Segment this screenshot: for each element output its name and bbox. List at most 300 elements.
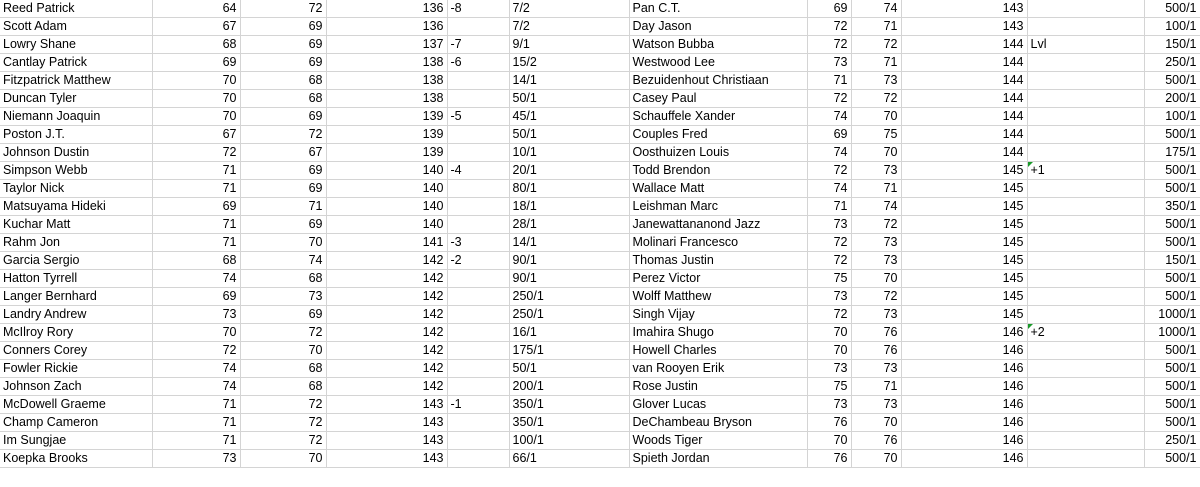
cell-round-1-2[interactable]: 70 bbox=[807, 324, 851, 342]
cell-round-2[interactable]: 72 bbox=[240, 126, 326, 144]
cell-round-2[interactable]: 72 bbox=[240, 432, 326, 450]
cell-to-par-2[interactable] bbox=[1027, 306, 1144, 324]
cell-odds-2[interactable]: 250/1 bbox=[1144, 54, 1200, 72]
cell-round-2[interactable]: 69 bbox=[240, 54, 326, 72]
cell-round-2[interactable]: 68 bbox=[240, 270, 326, 288]
cell-round-2-2[interactable]: 70 bbox=[851, 108, 901, 126]
cell-round-1[interactable]: 70 bbox=[152, 324, 240, 342]
cell-player-name-2[interactable]: Pan C.T. bbox=[629, 0, 807, 18]
cell-total-2[interactable]: 144 bbox=[901, 36, 1027, 54]
cell-total-2[interactable]: 146 bbox=[901, 450, 1027, 468]
cell-round-1-2[interactable]: 72 bbox=[807, 234, 851, 252]
cell-round-1[interactable]: 69 bbox=[152, 198, 240, 216]
cell-round-2[interactable]: 67 bbox=[240, 144, 326, 162]
cell-total[interactable]: 143 bbox=[326, 396, 447, 414]
cell-player-name-2[interactable]: Schauffele Xander bbox=[629, 108, 807, 126]
cell-odds-2[interactable]: 175/1 bbox=[1144, 144, 1200, 162]
cell-round-1[interactable]: 71 bbox=[152, 432, 240, 450]
cell-player-name-2[interactable]: Oosthuizen Louis bbox=[629, 144, 807, 162]
cell-player-name[interactable]: Champ Cameron bbox=[0, 414, 152, 432]
cell-round-2[interactable]: 68 bbox=[240, 72, 326, 90]
cell-to-par-2[interactable] bbox=[1027, 126, 1144, 144]
cell-round-1[interactable]: 72 bbox=[152, 342, 240, 360]
cell-to-par-2[interactable] bbox=[1027, 378, 1144, 396]
cell-odds[interactable]: 100/1 bbox=[509, 432, 629, 450]
cell-odds[interactable]: 50/1 bbox=[509, 360, 629, 378]
cell-round-2-2[interactable]: 76 bbox=[851, 432, 901, 450]
cell-total-2[interactable]: 144 bbox=[901, 108, 1027, 126]
cell-round-2[interactable]: 72 bbox=[240, 0, 326, 18]
cell-odds-2[interactable]: 200/1 bbox=[1144, 90, 1200, 108]
cell-player-name[interactable]: Kuchar Matt bbox=[0, 216, 152, 234]
cell-to-par-2[interactable]: Lvl bbox=[1027, 36, 1144, 54]
cell-total[interactable]: 136 bbox=[326, 0, 447, 18]
cell-round-2[interactable]: 69 bbox=[240, 36, 326, 54]
cell-total-2[interactable]: 146 bbox=[901, 432, 1027, 450]
cell-to-par-2-with-comment-marker[interactable]: +2 bbox=[1027, 324, 1144, 342]
cell-player-name[interactable]: Garcia Sergio bbox=[0, 252, 152, 270]
cell-round-2-2[interactable]: 73 bbox=[851, 162, 901, 180]
cell-player-name-2[interactable]: Howell Charles bbox=[629, 342, 807, 360]
cell-total[interactable]: 136 bbox=[326, 18, 447, 36]
cell-to-par[interactable] bbox=[447, 270, 509, 288]
cell-player-name[interactable]: Koepka Brooks bbox=[0, 450, 152, 468]
cell-odds-2[interactable]: 500/1 bbox=[1144, 396, 1200, 414]
cell-to-par-2[interactable] bbox=[1027, 450, 1144, 468]
cell-round-2-2[interactable]: 72 bbox=[851, 288, 901, 306]
cell-to-par[interactable]: -3 bbox=[447, 234, 509, 252]
cell-to-par-2[interactable] bbox=[1027, 432, 1144, 450]
cell-to-par-2[interactable] bbox=[1027, 180, 1144, 198]
cell-to-par-2[interactable] bbox=[1027, 414, 1144, 432]
cell-total[interactable]: 142 bbox=[326, 306, 447, 324]
cell-to-par-2[interactable] bbox=[1027, 90, 1144, 108]
cell-round-1-2[interactable]: 73 bbox=[807, 54, 851, 72]
cell-round-2[interactable]: 68 bbox=[240, 360, 326, 378]
cell-round-1-2[interactable]: 72 bbox=[807, 252, 851, 270]
cell-odds-2[interactable]: 500/1 bbox=[1144, 180, 1200, 198]
cell-total[interactable]: 139 bbox=[326, 126, 447, 144]
cell-odds-2[interactable]: 250/1 bbox=[1144, 432, 1200, 450]
cell-round-2-2[interactable]: 71 bbox=[851, 180, 901, 198]
cell-total-2[interactable]: 145 bbox=[901, 216, 1027, 234]
cell-player-name[interactable]: Landry Andrew bbox=[0, 306, 152, 324]
cell-round-1[interactable]: 70 bbox=[152, 90, 240, 108]
cell-round-2-2[interactable]: 74 bbox=[851, 198, 901, 216]
cell-round-1-2[interactable]: 69 bbox=[807, 0, 851, 18]
cell-total[interactable]: 142 bbox=[326, 324, 447, 342]
cell-odds[interactable]: 7/2 bbox=[509, 0, 629, 18]
cell-to-par[interactable] bbox=[447, 90, 509, 108]
cell-total-2[interactable]: 146 bbox=[901, 324, 1027, 342]
cell-to-par[interactable]: -8 bbox=[447, 0, 509, 18]
cell-odds-2[interactable]: 500/1 bbox=[1144, 270, 1200, 288]
cell-round-2-2[interactable]: 75 bbox=[851, 126, 901, 144]
cell-odds-2[interactable]: 500/1 bbox=[1144, 414, 1200, 432]
cell-player-name[interactable]: Fitzpatrick Matthew bbox=[0, 72, 152, 90]
cell-round-2[interactable]: 73 bbox=[240, 288, 326, 306]
cell-total-2[interactable]: 145 bbox=[901, 252, 1027, 270]
cell-player-name[interactable]: Johnson Dustin bbox=[0, 144, 152, 162]
cell-odds[interactable]: 18/1 bbox=[509, 198, 629, 216]
cell-total[interactable]: 140 bbox=[326, 198, 447, 216]
cell-player-name[interactable]: Cantlay Patrick bbox=[0, 54, 152, 72]
cell-round-2-2[interactable]: 73 bbox=[851, 72, 901, 90]
cell-player-name-2[interactable]: Wolff Matthew bbox=[629, 288, 807, 306]
cell-odds-2[interactable]: 500/1 bbox=[1144, 378, 1200, 396]
cell-player-name-2[interactable]: Glover Lucas bbox=[629, 396, 807, 414]
cell-round-1[interactable]: 71 bbox=[152, 162, 240, 180]
cell-round-2-2[interactable]: 73 bbox=[851, 234, 901, 252]
cell-round-1-2[interactable]: 72 bbox=[807, 90, 851, 108]
cell-player-name[interactable]: Fowler Rickie bbox=[0, 360, 152, 378]
cell-round-1-2[interactable]: 74 bbox=[807, 108, 851, 126]
cell-player-name[interactable]: Simpson Webb bbox=[0, 162, 152, 180]
cell-round-2[interactable]: 69 bbox=[240, 162, 326, 180]
cell-round-1[interactable]: 74 bbox=[152, 360, 240, 378]
cell-player-name-2[interactable]: Couples Fred bbox=[629, 126, 807, 144]
cell-player-name[interactable]: Duncan Tyler bbox=[0, 90, 152, 108]
cell-to-par[interactable] bbox=[447, 378, 509, 396]
cell-odds-2[interactable]: 100/1 bbox=[1144, 108, 1200, 126]
cell-odds-2[interactable]: 500/1 bbox=[1144, 450, 1200, 468]
cell-to-par[interactable] bbox=[447, 414, 509, 432]
cell-round-1[interactable]: 71 bbox=[152, 180, 240, 198]
cell-round-1[interactable]: 69 bbox=[152, 54, 240, 72]
cell-to-par[interactable] bbox=[447, 72, 509, 90]
cell-to-par[interactable] bbox=[447, 324, 509, 342]
cell-round-1-2[interactable]: 72 bbox=[807, 18, 851, 36]
cell-to-par[interactable] bbox=[447, 306, 509, 324]
cell-player-name-2[interactable]: Spieth Jordan bbox=[629, 450, 807, 468]
cell-round-2[interactable]: 74 bbox=[240, 252, 326, 270]
cell-round-2-2[interactable]: 73 bbox=[851, 396, 901, 414]
cell-odds-2[interactable]: 500/1 bbox=[1144, 216, 1200, 234]
cell-round-1-2[interactable]: 75 bbox=[807, 270, 851, 288]
cell-total[interactable]: 142 bbox=[326, 270, 447, 288]
cell-odds[interactable]: 16/1 bbox=[509, 324, 629, 342]
cell-round-1[interactable]: 74 bbox=[152, 270, 240, 288]
cell-to-par-2[interactable] bbox=[1027, 54, 1144, 72]
cell-odds[interactable]: 7/2 bbox=[509, 18, 629, 36]
cell-player-name-2[interactable]: Perez Victor bbox=[629, 270, 807, 288]
cell-round-2[interactable]: 71 bbox=[240, 198, 326, 216]
cell-to-par-2[interactable] bbox=[1027, 234, 1144, 252]
cell-player-name[interactable]: Conners Corey bbox=[0, 342, 152, 360]
cell-round-1[interactable]: 64 bbox=[152, 0, 240, 18]
cell-round-2-2[interactable]: 70 bbox=[851, 414, 901, 432]
cell-round-2-2[interactable]: 70 bbox=[851, 450, 901, 468]
cell-round-1[interactable]: 70 bbox=[152, 108, 240, 126]
cell-total-2[interactable]: 143 bbox=[901, 18, 1027, 36]
cell-total-2[interactable]: 143 bbox=[901, 0, 1027, 18]
cell-total[interactable]: 140 bbox=[326, 216, 447, 234]
cell-round-2[interactable]: 72 bbox=[240, 414, 326, 432]
cell-round-1[interactable]: 71 bbox=[152, 234, 240, 252]
cell-total[interactable]: 138 bbox=[326, 54, 447, 72]
cell-to-par[interactable] bbox=[447, 342, 509, 360]
cell-to-par-2[interactable] bbox=[1027, 108, 1144, 126]
cell-player-name[interactable]: Poston J.T. bbox=[0, 126, 152, 144]
cell-total-2[interactable]: 145 bbox=[901, 180, 1027, 198]
cell-to-par-2[interactable] bbox=[1027, 144, 1144, 162]
cell-total[interactable]: 142 bbox=[326, 342, 447, 360]
cell-round-1-2[interactable]: 76 bbox=[807, 414, 851, 432]
cell-to-par-2[interactable] bbox=[1027, 18, 1144, 36]
cell-round-2[interactable]: 69 bbox=[240, 180, 326, 198]
cell-total-2[interactable]: 146 bbox=[901, 414, 1027, 432]
cell-to-par[interactable]: -4 bbox=[447, 162, 509, 180]
cell-odds[interactable]: 80/1 bbox=[509, 180, 629, 198]
cell-odds-2[interactable]: 500/1 bbox=[1144, 360, 1200, 378]
cell-total[interactable]: 138 bbox=[326, 90, 447, 108]
cell-round-1-2[interactable]: 76 bbox=[807, 450, 851, 468]
cell-to-par-2[interactable] bbox=[1027, 270, 1144, 288]
cell-player-name-2[interactable]: Leishman Marc bbox=[629, 198, 807, 216]
cell-to-par[interactable] bbox=[447, 288, 509, 306]
cell-odds[interactable]: 200/1 bbox=[509, 378, 629, 396]
cell-round-2-2[interactable]: 73 bbox=[851, 360, 901, 378]
cell-player-name[interactable]: Matsuyama Hideki bbox=[0, 198, 152, 216]
cell-odds[interactable]: 66/1 bbox=[509, 450, 629, 468]
cell-odds-2[interactable]: 500/1 bbox=[1144, 234, 1200, 252]
cell-round-2-2[interactable]: 76 bbox=[851, 324, 901, 342]
cell-round-1[interactable]: 73 bbox=[152, 450, 240, 468]
cell-round-1[interactable]: 68 bbox=[152, 36, 240, 54]
cell-total-2[interactable]: 145 bbox=[901, 306, 1027, 324]
cell-to-par[interactable]: -6 bbox=[447, 54, 509, 72]
cell-player-name-2[interactable]: van Rooyen Erik bbox=[629, 360, 807, 378]
cell-round-1[interactable]: 74 bbox=[152, 378, 240, 396]
cell-to-par-2[interactable] bbox=[1027, 288, 1144, 306]
cell-total-2[interactable]: 144 bbox=[901, 54, 1027, 72]
cell-player-name-2[interactable]: Thomas Justin bbox=[629, 252, 807, 270]
cell-player-name-2[interactable]: Molinari Francesco bbox=[629, 234, 807, 252]
cell-player-name[interactable]: Im Sungjae bbox=[0, 432, 152, 450]
cell-total-2[interactable]: 145 bbox=[901, 234, 1027, 252]
cell-player-name-2[interactable]: Singh Vijay bbox=[629, 306, 807, 324]
cell-total[interactable]: 142 bbox=[326, 378, 447, 396]
cell-total-2[interactable]: 145 bbox=[901, 288, 1027, 306]
cell-round-1-2[interactable]: 70 bbox=[807, 342, 851, 360]
cell-round-1-2[interactable]: 69 bbox=[807, 126, 851, 144]
cell-odds-2[interactable]: 150/1 bbox=[1144, 252, 1200, 270]
cell-total-2[interactable]: 146 bbox=[901, 396, 1027, 414]
cell-round-2-2[interactable]: 71 bbox=[851, 18, 901, 36]
cell-total-2[interactable]: 146 bbox=[901, 360, 1027, 378]
cell-player-name-2[interactable]: Wallace Matt bbox=[629, 180, 807, 198]
cell-odds[interactable]: 45/1 bbox=[509, 108, 629, 126]
cell-odds[interactable]: 14/1 bbox=[509, 234, 629, 252]
cell-round-2[interactable]: 70 bbox=[240, 450, 326, 468]
cell-total-2[interactable]: 144 bbox=[901, 144, 1027, 162]
cell-to-par-2[interactable] bbox=[1027, 342, 1144, 360]
cell-round-1-2[interactable]: 70 bbox=[807, 432, 851, 450]
cell-round-2-2[interactable]: 72 bbox=[851, 36, 901, 54]
cell-round-2-2[interactable]: 70 bbox=[851, 270, 901, 288]
cell-round-2[interactable]: 70 bbox=[240, 234, 326, 252]
cell-to-par-2-with-comment-marker[interactable]: +1 bbox=[1027, 162, 1144, 180]
cell-player-name[interactable]: Johnson Zach bbox=[0, 378, 152, 396]
cell-round-1[interactable]: 67 bbox=[152, 18, 240, 36]
cell-round-2-2[interactable]: 71 bbox=[851, 54, 901, 72]
cell-player-name-2[interactable]: DeChambeau Bryson bbox=[629, 414, 807, 432]
cell-round-1[interactable]: 68 bbox=[152, 252, 240, 270]
cell-total[interactable]: 139 bbox=[326, 108, 447, 126]
cell-player-name[interactable]: Rahm Jon bbox=[0, 234, 152, 252]
cell-round-2-2[interactable]: 76 bbox=[851, 342, 901, 360]
cell-player-name[interactable]: McDowell Graeme bbox=[0, 396, 152, 414]
cell-total-2[interactable]: 146 bbox=[901, 378, 1027, 396]
cell-to-par-2[interactable] bbox=[1027, 198, 1144, 216]
cell-odds-2[interactable]: 500/1 bbox=[1144, 72, 1200, 90]
cell-round-1-2[interactable]: 72 bbox=[807, 162, 851, 180]
cell-round-1-2[interactable]: 71 bbox=[807, 72, 851, 90]
cell-total[interactable]: 137 bbox=[326, 36, 447, 54]
cell-odds[interactable]: 90/1 bbox=[509, 270, 629, 288]
cell-round-1[interactable]: 73 bbox=[152, 306, 240, 324]
cell-player-name-2[interactable]: Watson Bubba bbox=[629, 36, 807, 54]
cell-round-1[interactable]: 70 bbox=[152, 72, 240, 90]
cell-total-2[interactable]: 144 bbox=[901, 126, 1027, 144]
cell-total[interactable]: 139 bbox=[326, 144, 447, 162]
cell-to-par[interactable] bbox=[447, 198, 509, 216]
cell-odds[interactable]: 350/1 bbox=[509, 396, 629, 414]
cell-to-par[interactable] bbox=[447, 432, 509, 450]
cell-round-2[interactable]: 69 bbox=[240, 108, 326, 126]
cell-round-2[interactable]: 69 bbox=[240, 18, 326, 36]
cell-odds[interactable]: 9/1 bbox=[509, 36, 629, 54]
cell-total[interactable]: 141 bbox=[326, 234, 447, 252]
cell-total-2[interactable]: 145 bbox=[901, 162, 1027, 180]
cell-player-name[interactable]: Taylor Nick bbox=[0, 180, 152, 198]
cell-round-2-2[interactable]: 72 bbox=[851, 90, 901, 108]
cell-player-name-2[interactable]: Todd Brendon bbox=[629, 162, 807, 180]
cell-round-1[interactable]: 72 bbox=[152, 144, 240, 162]
cell-to-par[interactable]: -1 bbox=[447, 396, 509, 414]
cell-player-name[interactable]: Lowry Shane bbox=[0, 36, 152, 54]
cell-odds[interactable]: 350/1 bbox=[509, 414, 629, 432]
cell-round-1[interactable]: 71 bbox=[152, 216, 240, 234]
cell-round-2[interactable]: 72 bbox=[240, 396, 326, 414]
cell-odds[interactable]: 28/1 bbox=[509, 216, 629, 234]
cell-odds-2[interactable]: 500/1 bbox=[1144, 126, 1200, 144]
cell-odds[interactable]: 15/2 bbox=[509, 54, 629, 72]
cell-total-2[interactable]: 146 bbox=[901, 342, 1027, 360]
cell-round-2-2[interactable]: 73 bbox=[851, 252, 901, 270]
cell-player-name-2[interactable]: Woods Tiger bbox=[629, 432, 807, 450]
cell-to-par[interactable] bbox=[447, 126, 509, 144]
cell-odds-2[interactable]: 150/1 bbox=[1144, 36, 1200, 54]
cell-player-name[interactable]: McIlroy Rory bbox=[0, 324, 152, 342]
cell-odds[interactable]: 175/1 bbox=[509, 342, 629, 360]
cell-total-2[interactable]: 145 bbox=[901, 198, 1027, 216]
cell-player-name-2[interactable]: Casey Paul bbox=[629, 90, 807, 108]
cell-total[interactable]: 140 bbox=[326, 162, 447, 180]
cell-player-name[interactable]: Reed Patrick bbox=[0, 0, 152, 18]
cell-to-par[interactable] bbox=[447, 18, 509, 36]
cell-round-1-2[interactable]: 74 bbox=[807, 180, 851, 198]
cell-odds[interactable]: 10/1 bbox=[509, 144, 629, 162]
cell-player-name-2[interactable]: Day Jason bbox=[629, 18, 807, 36]
cell-round-1-2[interactable]: 73 bbox=[807, 360, 851, 378]
cell-player-name[interactable]: Niemann Joaquin bbox=[0, 108, 152, 126]
cell-round-1-2[interactable]: 75 bbox=[807, 378, 851, 396]
cell-odds[interactable]: 250/1 bbox=[509, 306, 629, 324]
cell-round-1-2[interactable]: 73 bbox=[807, 216, 851, 234]
cell-round-2[interactable]: 69 bbox=[240, 216, 326, 234]
cell-total[interactable]: 143 bbox=[326, 414, 447, 432]
cell-to-par[interactable]: -2 bbox=[447, 252, 509, 270]
cell-odds-2[interactable]: 350/1 bbox=[1144, 198, 1200, 216]
cell-total[interactable]: 143 bbox=[326, 450, 447, 468]
cell-total-2[interactable]: 144 bbox=[901, 90, 1027, 108]
cell-odds[interactable]: 250/1 bbox=[509, 288, 629, 306]
cell-player-name-2[interactable]: Janewattananond Jazz bbox=[629, 216, 807, 234]
cell-odds-2[interactable]: 500/1 bbox=[1144, 288, 1200, 306]
cell-round-2-2[interactable]: 70 bbox=[851, 144, 901, 162]
cell-round-1-2[interactable]: 72 bbox=[807, 36, 851, 54]
cell-to-par-2[interactable] bbox=[1027, 252, 1144, 270]
cell-round-2[interactable]: 72 bbox=[240, 324, 326, 342]
cell-odds[interactable]: 20/1 bbox=[509, 162, 629, 180]
cell-round-2-2[interactable]: 72 bbox=[851, 216, 901, 234]
cell-round-2-2[interactable]: 74 bbox=[851, 0, 901, 18]
cell-player-name-2[interactable]: Westwood Lee bbox=[629, 54, 807, 72]
cell-odds[interactable]: 90/1 bbox=[509, 252, 629, 270]
cell-round-2-2[interactable]: 71 bbox=[851, 378, 901, 396]
cell-round-2[interactable]: 68 bbox=[240, 378, 326, 396]
cell-round-1[interactable]: 67 bbox=[152, 126, 240, 144]
cell-round-2[interactable]: 69 bbox=[240, 306, 326, 324]
cell-to-par[interactable] bbox=[447, 450, 509, 468]
cell-odds-2[interactable]: 500/1 bbox=[1144, 0, 1200, 18]
cell-to-par[interactable] bbox=[447, 216, 509, 234]
cell-odds-2[interactable]: 1000/1 bbox=[1144, 306, 1200, 324]
cell-to-par[interactable] bbox=[447, 360, 509, 378]
cell-total[interactable]: 142 bbox=[326, 360, 447, 378]
cell-player-name-2[interactable]: Rose Justin bbox=[629, 378, 807, 396]
cell-round-1-2[interactable]: 71 bbox=[807, 198, 851, 216]
cell-round-1-2[interactable]: 74 bbox=[807, 144, 851, 162]
cell-odds[interactable]: 50/1 bbox=[509, 126, 629, 144]
cell-to-par[interactable] bbox=[447, 144, 509, 162]
cell-odds-2[interactable]: 100/1 bbox=[1144, 18, 1200, 36]
cell-total[interactable]: 140 bbox=[326, 180, 447, 198]
cell-total[interactable]: 142 bbox=[326, 252, 447, 270]
cell-player-name[interactable]: Langer Bernhard bbox=[0, 288, 152, 306]
cell-to-par[interactable]: -7 bbox=[447, 36, 509, 54]
cell-to-par-2[interactable] bbox=[1027, 216, 1144, 234]
cell-round-1-2[interactable]: 73 bbox=[807, 396, 851, 414]
cell-player-name[interactable]: Scott Adam bbox=[0, 18, 152, 36]
cell-round-2[interactable]: 68 bbox=[240, 90, 326, 108]
cell-round-1-2[interactable]: 72 bbox=[807, 306, 851, 324]
cell-odds-2[interactable]: 500/1 bbox=[1144, 162, 1200, 180]
cell-odds-2[interactable]: 500/1 bbox=[1144, 342, 1200, 360]
cell-round-1[interactable]: 71 bbox=[152, 396, 240, 414]
cell-total-2[interactable]: 145 bbox=[901, 270, 1027, 288]
cell-round-2-2[interactable]: 73 bbox=[851, 306, 901, 324]
cell-total[interactable]: 143 bbox=[326, 432, 447, 450]
cell-total-2[interactable]: 144 bbox=[901, 72, 1027, 90]
cell-total[interactable]: 142 bbox=[326, 288, 447, 306]
cell-to-par-2[interactable] bbox=[1027, 72, 1144, 90]
cell-player-name-2[interactable]: Imahira Shugo bbox=[629, 324, 807, 342]
cell-round-2[interactable]: 70 bbox=[240, 342, 326, 360]
cell-round-1[interactable]: 69 bbox=[152, 288, 240, 306]
cell-to-par-2[interactable] bbox=[1027, 360, 1144, 378]
